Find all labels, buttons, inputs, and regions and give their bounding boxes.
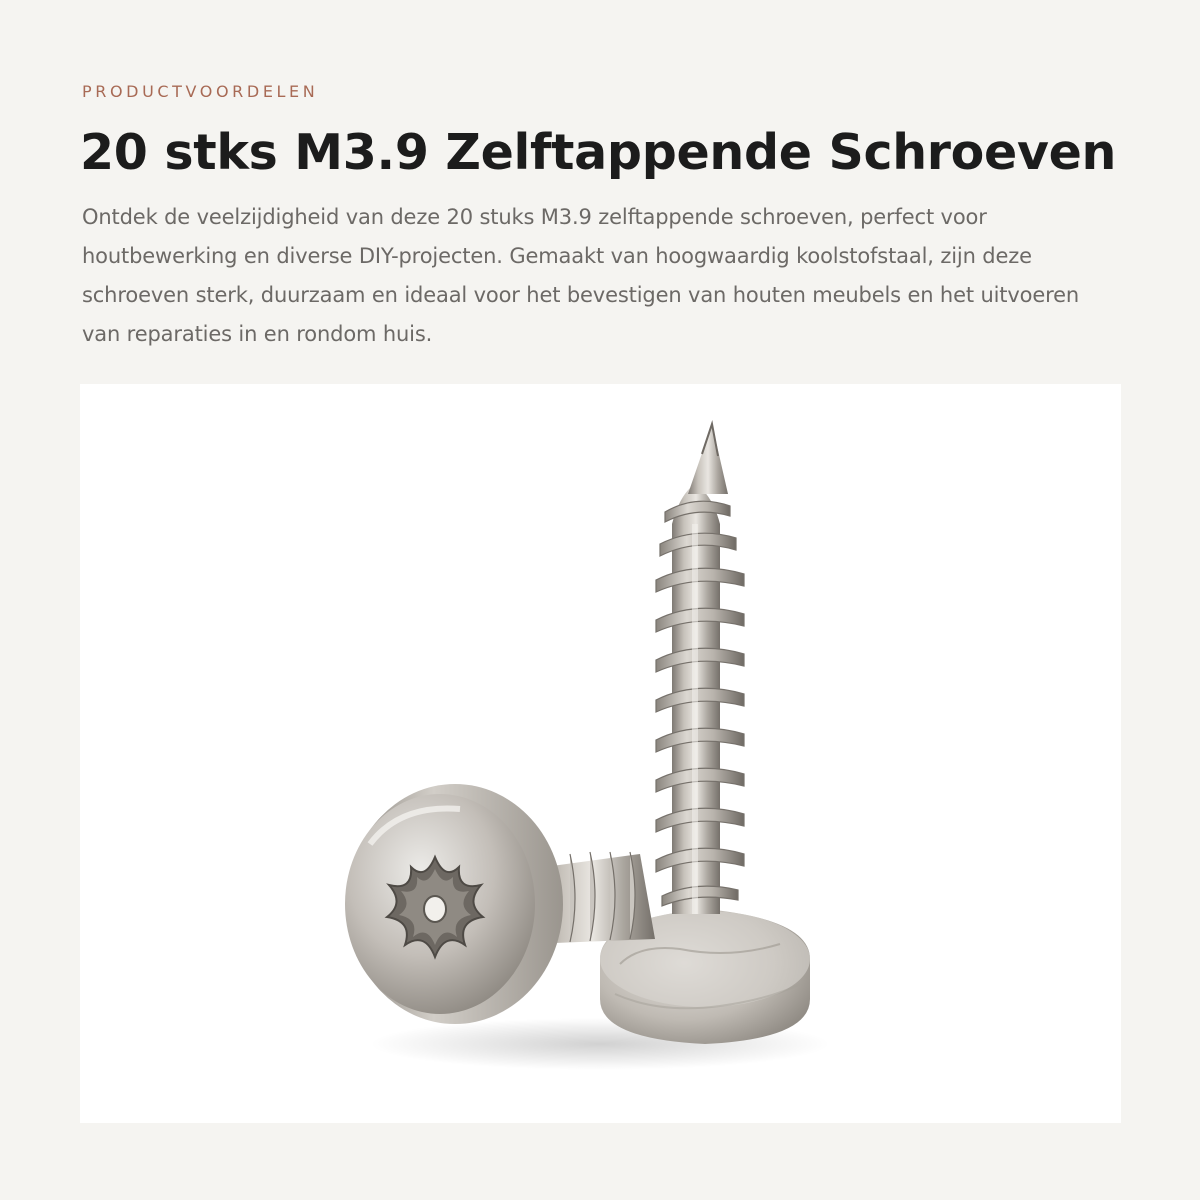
- product-title: 20 stks M3.9 Zelftappende Schroeven: [80, 124, 1117, 181]
- product-image: [80, 384, 1121, 1123]
- product-description: Ontdek de veelzijdigheid van deze 20 stuks M3.9 zelftappende schroeven, perfect voor houtbewerking en diverse DIY-projecten. Gemaakt van hoogwaardig koolstofstaal, zijn deze schroeven sterk, duurzaam en ideaal voor het bevestigen van houten meubels en het uitvoeren van reparaties in en rondom huis.: [82, 205, 1080, 346]
- screw-photo-illustration: [80, 384, 1121, 1123]
- section-eyebrow: PRODUCTVOORDELEN: [82, 82, 319, 101]
